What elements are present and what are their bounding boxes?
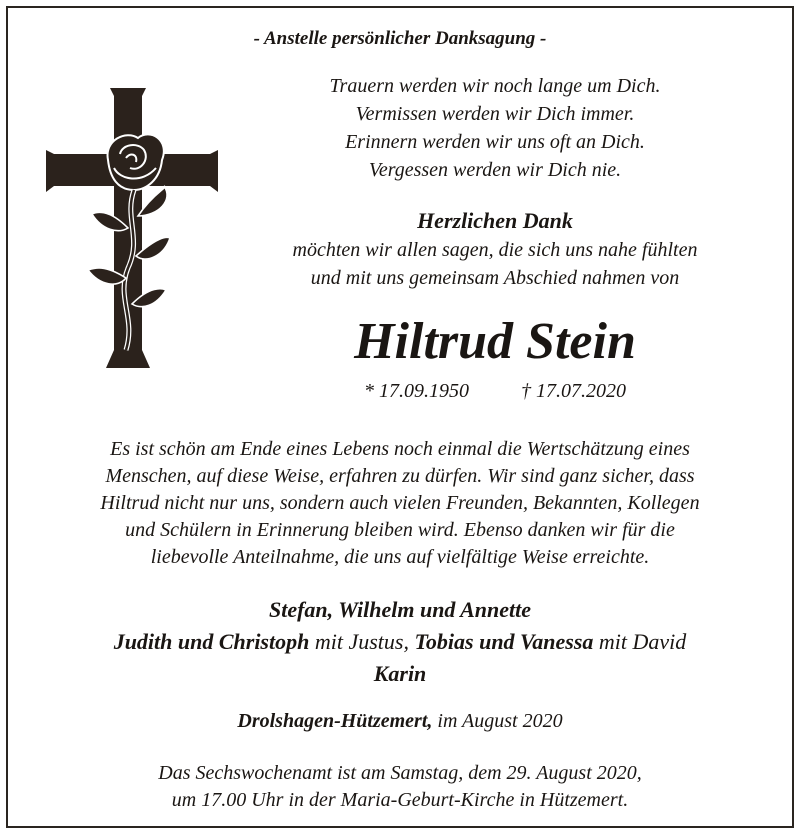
paragraph-line-2: Menschen, auf diese Weise, erfahren zu dürfen. Wir sind ganz sicher, dass [105,465,695,487]
verse-line-1: Trauern werden wir noch lange um Dich. [329,75,661,97]
verse-line-3: Erinnern werden wir uns oft an Dich. [345,131,645,153]
paragraph-line-5: liebevolle Anteilnahme, die uns auf vielfältige Weise erreichte. [150,546,650,568]
paragraph-line-4: und Schülern in Erinnerung bleiben wird. Ebenso danken wir für die [125,519,675,541]
paragraph-line-1: Es ist schön am Ende eines Lebens noch einmal die Wertschätzung eines [110,438,690,460]
family-names-a: Judith und Christoph [113,629,310,654]
thanks-title: Herzlichen Dank [417,208,573,233]
notice-header: - Anstelle persönlicher Danksagung - [253,28,547,49]
birth-date: * 17.09.1950 [364,380,469,402]
thanks-line-1: möchten wir allen sagen, die sich uns nahe fühlten [292,239,698,261]
service-line-1: Das Sechswochenamt ist am Samstag, dem 29. August 2020, [158,762,642,784]
family-line-3: Karin [373,661,427,686]
family-with-a: mit Justus, [309,629,415,654]
verse-line-2: Vermissen werden wir Dich immer. [355,103,635,125]
family-line-2 [0,626,800,658]
place-month: im August 2020 [432,710,563,732]
paragraph-line-3: Hiltrud nicht nur uns, sondern auch vielen Freunden, Bekannten, Kollegen [100,492,700,514]
life-dates [190,380,800,403]
place-date [0,710,800,733]
place-town: Drolshagen-Hützemert, [237,710,433,732]
deceased-name: Hiltrud Stein [354,313,636,370]
thanks-line-2: und mit uns gemeinsam Abschied nahmen von [310,267,680,289]
family-names-b: Tobias und Vanessa [414,629,594,654]
death-date: † 17.07.2020 [521,380,626,402]
verse-line-4: Vergessen werden wir Dich nie. [368,159,622,181]
family-line-1: Stefan, Wilhelm und Annette [268,597,532,622]
service-line-2: um 17.00 Uhr in der Maria-Geburt-Kirche in Hützemert. [171,789,629,811]
family-with-b: mit David [593,629,687,654]
